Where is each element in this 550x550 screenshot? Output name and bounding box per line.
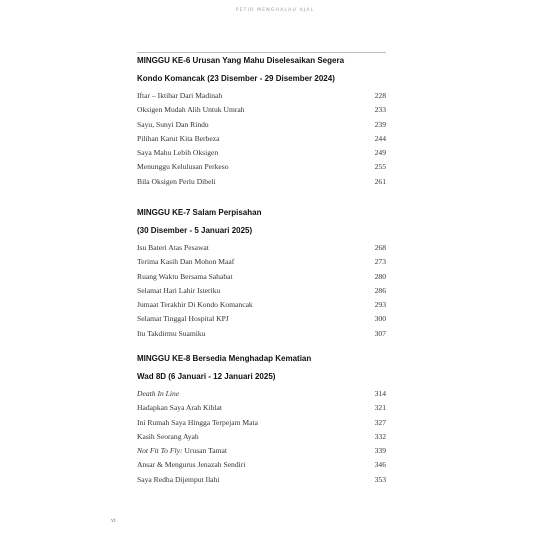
toc-entry-page: 261 [374,176,386,186]
toc-entry-page: 332 [374,431,386,441]
toc-entry [137,284,386,298]
toc-entry [137,444,386,458]
toc-entry-page: 228 [374,91,386,100]
toc-section-week-7 [137,204,386,341]
toc-section-week-8 [137,350,386,487]
toc-entry-page: 307 [374,328,386,338]
toc-entry-page: 255 [374,162,386,172]
toc-entry-page: 321 [374,403,386,413]
toc-entry-list [137,241,386,341]
toc-entry [137,416,386,430]
toc-entry-title: Hadapkan Saya Arah Kiblat [137,403,222,413]
toc-entry-page: 273 [374,257,386,267]
toc-entry-title: Bila Oksigen Perlu Dibeli [137,176,216,186]
toc-entry-page: 239 [374,119,386,129]
toc-entry-page: 268 [374,243,386,252]
toc-entry-title [137,387,179,401]
toc-entry-page: 249 [374,148,386,158]
toc-entry-title: Ruang Waktu Bersama Sahabat [137,271,233,281]
section-title: MINGGU KE-6 Urusan Yang Mahu Diselesaikan Segera [137,56,345,65]
toc-entry-list [137,387,386,487]
toc-entry-title: Ansar & Mengurus Jenazah Sendiri [137,460,246,470]
toc-entry-page: 353 [374,474,386,484]
toc-entry [137,132,386,146]
toc-entry [137,387,386,401]
toc-entry-title: Itu Takdirmu Suamiku [137,328,206,338]
toc-entry-page: 280 [374,271,386,281]
toc-entry-title: Saya Redha Dijemput Ilahi [137,474,220,484]
toc-entry [137,401,386,415]
toc-entry-title: Terima Kasih Dan Mohon Maaf [137,257,235,267]
toc-entry [137,146,386,160]
toc-entry-title: Pilihan Karut Kita Berbeza [137,133,220,143]
section-title: MINGGU KE-7 Salam Perpisahan [137,208,262,217]
toc-entry-title: Sayu, Sunyi Dan Rindu [137,119,209,129]
toc-entry-title: Iftar – Iktibar Dari Madinah [137,91,223,100]
toc-entry-title: Selamat Hari Lahir Isteriku [137,285,221,295]
toc-entry-title: Jumaat Terakhir Di Kondo Komancak [137,300,253,310]
toc-entry-title: Oksigen Mudah Alih Untuk Umrah [137,105,245,115]
toc-entry-title: Selamat Tinggal Hospital KPJ [137,314,229,324]
section-title: MINGGU KE-8 Bersedia Menghadap Kematian [137,354,312,363]
toc-entry [137,327,386,341]
toc-entry [137,270,386,284]
toc-entry [137,430,386,444]
toc-entry [137,312,386,326]
toc-entry-page: 346 [374,460,386,470]
toc-entry-title [137,444,227,458]
toc-entry-page: 244 [374,133,386,143]
toc-entry-page: 339 [374,446,386,456]
toc-entry [137,458,386,472]
toc-entry-title-italic: Not Fit To Fly: [137,446,183,456]
section-subtitle: (30 Disember - 5 Januari 2025) [137,225,253,235]
toc-entry [137,175,386,189]
toc-entry-title: Ini Rumah Saya Hingga Terpejam Mata [137,417,259,427]
section-subtitle: Wad 8D (6 Januari - 12 Januari 2025) [137,371,276,381]
toc-entry [137,103,386,117]
toc-entry-title: Isu Bateri Atas Pesawat [137,243,209,252]
toc-entry-title-italic: Death In Line [137,389,180,398]
toc-entry [137,255,386,269]
toc-entry [137,241,386,255]
toc-entry-page: 327 [374,417,386,427]
toc-section-week-6 [137,52,386,189]
section-subtitle: Kondo Komancak (23 Disember - 29 Disember 2024) [137,73,335,83]
toc-entry [137,160,386,174]
toc-entry [137,473,386,487]
running-header: PETIR MENGHALAU AJAL [235,8,315,13]
toc-entry-title-rest: Urusan Tamat [182,446,227,456]
page-number: vi [111,518,116,524]
toc-entry-page: 293 [374,300,386,310]
toc-entry [137,298,386,312]
toc-entry-title: Menunggu Kelulusan Perkeso [137,162,229,172]
toc-entry-title: Saya Mahu Lebih Oksigen [137,148,219,158]
toc-entry-page: 286 [374,285,386,295]
toc-entry-title: Kasih Seorang Ayah [137,431,199,441]
toc-entry-list [137,89,386,189]
toc-entry-page: 300 [374,314,386,324]
toc-entry [137,89,386,103]
toc-entry-page: 233 [374,105,386,115]
toc-entry [137,118,386,132]
toc-entry-page: 314 [374,389,386,398]
